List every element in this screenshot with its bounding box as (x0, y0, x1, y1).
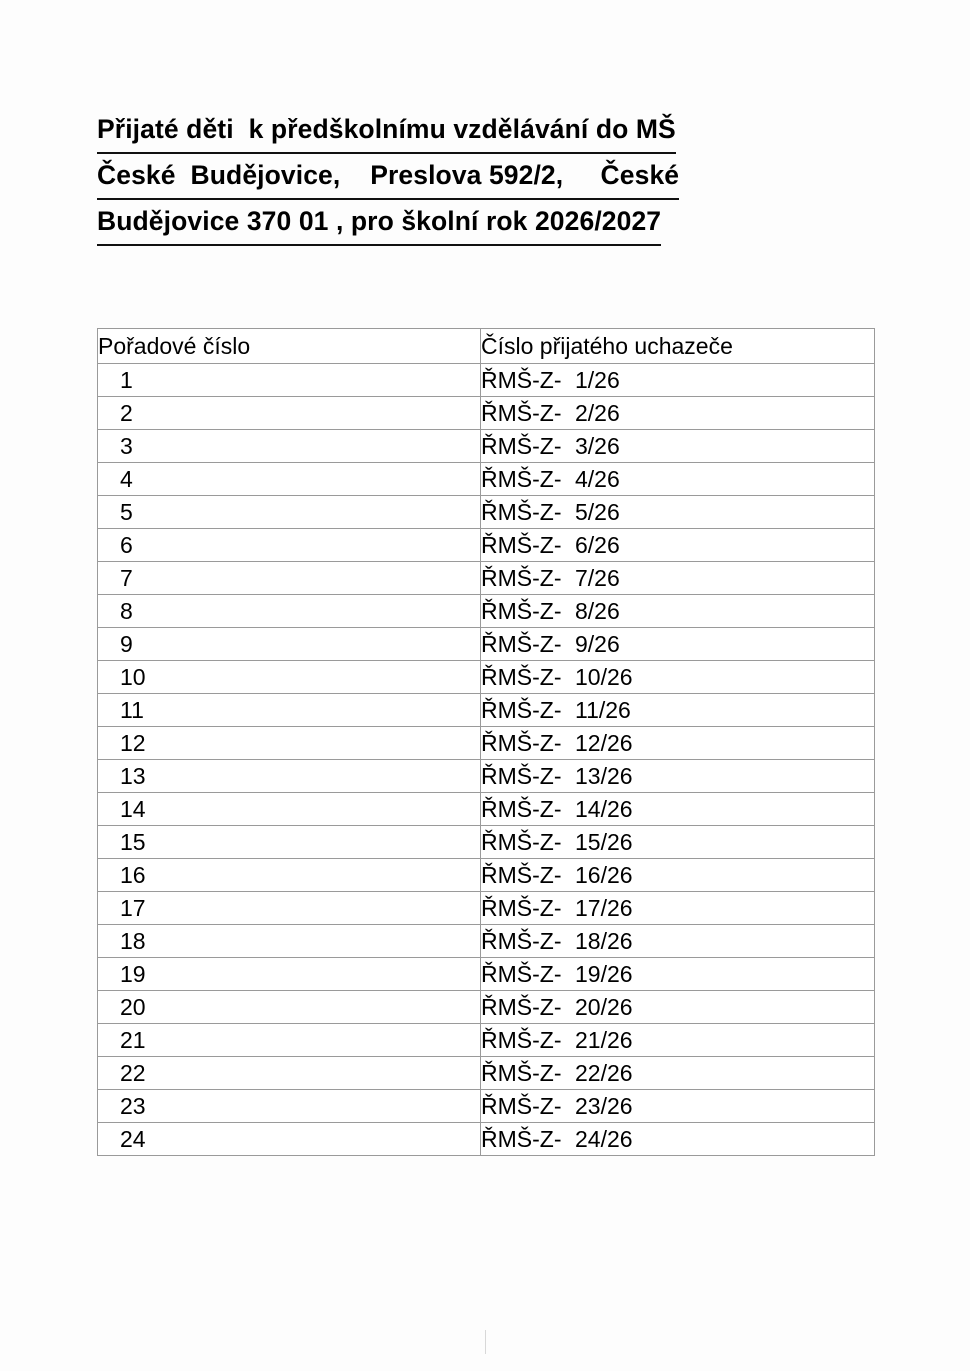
cell-order: 2 (98, 397, 481, 430)
cell-order: 9 (98, 628, 481, 661)
cell-code-number: 19/26 (575, 960, 633, 987)
cell-order: 22 (98, 1057, 481, 1090)
table-row (98, 628, 875, 661)
cell-code (481, 694, 875, 727)
cell-code (481, 892, 875, 925)
cell-code-prefix: ŘMŠ-Z- (481, 927, 562, 954)
title-line-1-text: Přijaté děti k předškolnímu vzdělávání do MŠ (97, 108, 676, 154)
column-header-order: Pořadové číslo (98, 329, 481, 364)
cell-code-prefix: ŘMŠ-Z- (481, 1092, 562, 1119)
title-line-3 (97, 200, 777, 246)
table-row (98, 793, 875, 826)
cell-order: 15 (98, 826, 481, 859)
cell-code-prefix: ŘMŠ-Z- (481, 861, 562, 888)
title-line-1 (97, 108, 777, 154)
cell-code-prefix: ŘMŠ-Z- (481, 465, 562, 492)
cell-order: 23 (98, 1090, 481, 1123)
table-row (98, 463, 875, 496)
cell-order: 12 (98, 727, 481, 760)
cell-order: 5 (98, 496, 481, 529)
cell-code-prefix: ŘMŠ-Z- (481, 498, 562, 525)
cell-order: 6 (98, 529, 481, 562)
table-row (98, 991, 875, 1024)
cell-code-prefix: ŘMŠ-Z- (481, 663, 562, 690)
cell-code (481, 397, 875, 430)
cell-order: 10 (98, 661, 481, 694)
cell-code (481, 727, 875, 760)
cell-code (481, 595, 875, 628)
cell-code (481, 793, 875, 826)
cell-code-prefix: ŘMŠ-Z- (481, 762, 562, 789)
table-row (98, 430, 875, 463)
cell-code-number: 15/26 (575, 828, 633, 855)
cell-code (481, 364, 875, 397)
table-row (98, 562, 875, 595)
cell-code (481, 826, 875, 859)
cell-code-prefix: ŘMŠ-Z- (481, 1059, 562, 1086)
cell-order: 1 (98, 364, 481, 397)
accepted-children-table (97, 328, 875, 1156)
cell-code-number: 7/26 (575, 564, 620, 591)
cell-code (481, 991, 875, 1024)
table-row (98, 958, 875, 991)
cell-order: 21 (98, 1024, 481, 1057)
cell-code-number: 23/26 (575, 1092, 633, 1119)
cell-code (481, 496, 875, 529)
cell-code-number: 22/26 (575, 1059, 633, 1086)
cell-code (481, 628, 875, 661)
title-line-3-text: Budějovice 370 01 , pro školní rok 2026/2027 (97, 200, 661, 246)
cell-order: 16 (98, 859, 481, 892)
cell-code-prefix: ŘMŠ-Z- (481, 564, 562, 591)
table-row (98, 1090, 875, 1123)
cell-order: 19 (98, 958, 481, 991)
table-row (98, 529, 875, 562)
table-row (98, 760, 875, 793)
table-row (98, 496, 875, 529)
table-row (98, 1057, 875, 1090)
cell-code (481, 463, 875, 496)
accepted-children-table-wrapper (97, 328, 872, 1156)
table-row (98, 727, 875, 760)
cell-code (481, 859, 875, 892)
cell-code (481, 1024, 875, 1057)
cell-code (481, 958, 875, 991)
cell-code-prefix: ŘMŠ-Z- (481, 630, 562, 657)
cell-order: 14 (98, 793, 481, 826)
cell-code-prefix: ŘMŠ-Z- (481, 597, 562, 624)
cell-code-prefix: ŘMŠ-Z- (481, 531, 562, 558)
cell-code-prefix: ŘMŠ-Z- (481, 729, 562, 756)
cell-code-number: 13/26 (575, 762, 633, 789)
table-row (98, 397, 875, 430)
cell-code-number: 9/26 (575, 630, 620, 657)
cell-code-number: 10/26 (575, 663, 633, 690)
cell-code-prefix: ŘMŠ-Z- (481, 366, 562, 393)
cell-code (481, 925, 875, 958)
cell-code-prefix: ŘMŠ-Z- (481, 696, 562, 723)
cell-code-number: 21/26 (575, 1026, 633, 1053)
table-row (98, 859, 875, 892)
cell-code-number: 3/26 (575, 432, 620, 459)
cell-code-number: 1/26 (575, 366, 620, 393)
cell-code-prefix: ŘMŠ-Z- (481, 795, 562, 822)
cell-code (481, 430, 875, 463)
cell-code-number: 12/26 (575, 729, 633, 756)
cell-order: 18 (98, 925, 481, 958)
table-row (98, 826, 875, 859)
cell-order: 8 (98, 595, 481, 628)
cell-code (481, 1057, 875, 1090)
table-row (98, 694, 875, 727)
cell-order: 3 (98, 430, 481, 463)
column-header-code: Číslo přijatého uchazeče (481, 329, 875, 364)
page-title (97, 108, 777, 246)
cell-code-prefix: ŘMŠ-Z- (481, 399, 562, 426)
cell-code-prefix: ŘMŠ-Z- (481, 828, 562, 855)
cell-code (481, 562, 875, 595)
cell-code-number: 11/26 (575, 696, 631, 723)
cell-code-number: 2/26 (575, 399, 620, 426)
cell-code-number: 24/26 (575, 1125, 633, 1152)
cell-order: 20 (98, 991, 481, 1024)
table-row (98, 925, 875, 958)
cell-code (481, 661, 875, 694)
cell-code-number: 20/26 (575, 993, 633, 1020)
cell-order: 11 (98, 694, 481, 727)
table-row (98, 892, 875, 925)
cell-code (481, 529, 875, 562)
cell-code-number: 16/26 (575, 861, 633, 888)
cell-code-number: 14/26 (575, 795, 633, 822)
cell-code-prefix: ŘMŠ-Z- (481, 894, 562, 921)
cell-code-prefix: ŘMŠ-Z- (481, 960, 562, 987)
page-fold-mark (485, 1330, 486, 1354)
cell-code (481, 1123, 875, 1156)
table-row (98, 364, 875, 397)
cell-code-prefix: ŘMŠ-Z- (481, 993, 562, 1020)
cell-order: 13 (98, 760, 481, 793)
cell-code-number: 4/26 (575, 465, 620, 492)
table-body (98, 329, 875, 1156)
cell-code-number: 5/26 (575, 498, 620, 525)
cell-code-prefix: ŘMŠ-Z- (481, 432, 562, 459)
table-row (98, 1024, 875, 1057)
cell-order: 24 (98, 1123, 481, 1156)
cell-code-number: 8/26 (575, 597, 620, 624)
table-row (98, 661, 875, 694)
cell-code-prefix: ŘMŠ-Z- (481, 1026, 562, 1053)
cell-order: 7 (98, 562, 481, 595)
cell-code-number: 6/26 (575, 531, 620, 558)
cell-code-prefix: ŘMŠ-Z- (481, 1125, 562, 1152)
cell-code (481, 760, 875, 793)
table-header-row (98, 329, 875, 364)
cell-code (481, 1090, 875, 1123)
cell-order: 4 (98, 463, 481, 496)
cell-order: 17 (98, 892, 481, 925)
table-row (98, 595, 875, 628)
title-line-2-text: České Budějovice, Preslova 592/2, České (97, 154, 679, 200)
cell-code-number: 17/26 (575, 894, 633, 921)
cell-code-number: 18/26 (575, 927, 633, 954)
table-row (98, 1123, 875, 1156)
title-line-2 (97, 154, 777, 200)
